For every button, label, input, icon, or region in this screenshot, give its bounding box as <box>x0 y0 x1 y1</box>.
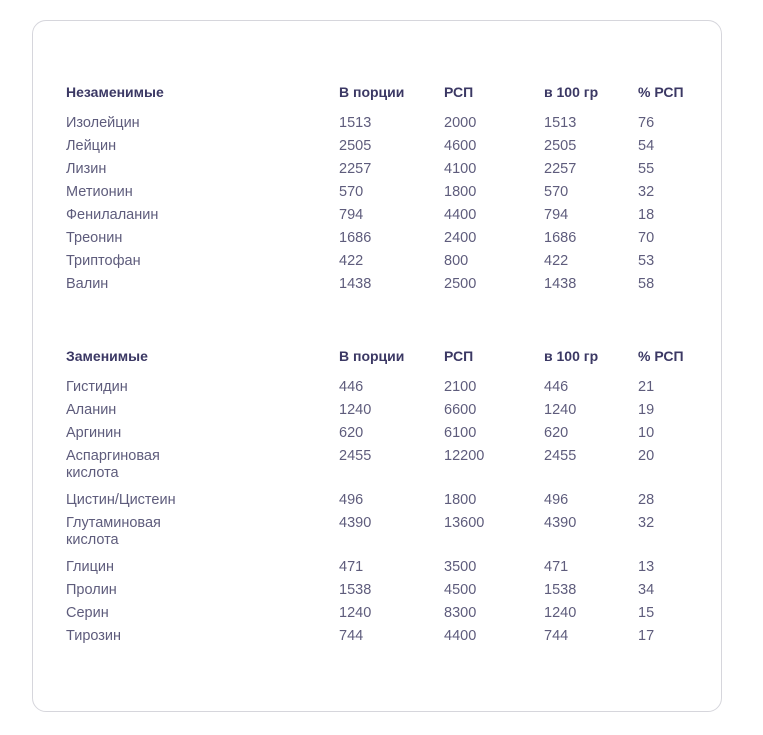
value-per100: 496 <box>544 492 569 508</box>
column-header-rsp: РСП <box>444 348 474 364</box>
table-row <box>66 582 706 605</box>
value-pct: 15 <box>638 605 655 621</box>
amino-acid-name <box>66 515 339 549</box>
amino-acid-name-text: Триптофан <box>66 253 141 269</box>
value-rsp: 1800 <box>444 184 477 200</box>
amino-acid-name <box>66 582 339 599</box>
value-per100: 1686 <box>544 230 577 246</box>
amino-acid-name-text: Валин <box>66 276 109 292</box>
table-body <box>66 115 706 299</box>
table-row <box>66 425 706 448</box>
value-portion: 1513 <box>339 115 372 131</box>
value-portion: 1240 <box>339 605 372 621</box>
value-per100: 2505 <box>544 138 577 154</box>
amino-acid-name <box>66 253 339 270</box>
column-header-per100: в 100 гр <box>544 348 599 364</box>
value-portion: 2257 <box>339 161 372 177</box>
table-row <box>66 115 706 138</box>
value-pct: 20 <box>638 448 655 464</box>
value-rsp: 4100 <box>444 161 477 177</box>
value-rsp: 4400 <box>444 207 477 223</box>
value-rsp: 800 <box>444 253 469 269</box>
nonessential-amino-acids-table <box>66 348 706 651</box>
value-pct: 19 <box>638 402 655 418</box>
table-row <box>66 207 706 230</box>
amino-acid-name-text: Аспаргиновая кислота <box>66 448 160 481</box>
value-per100: 620 <box>544 425 569 441</box>
value-per100: 446 <box>544 379 569 395</box>
table-row <box>66 515 706 559</box>
section-title: Заменимые <box>66 348 148 364</box>
value-portion: 794 <box>339 207 364 223</box>
table-row <box>66 628 706 651</box>
amino-acid-name-text: Гистидин <box>66 379 128 395</box>
amino-acid-name-text: Лизин <box>66 161 107 177</box>
amino-acid-name-text: Изолейцин <box>66 115 140 131</box>
table-row <box>66 230 706 253</box>
value-per100: 422 <box>544 253 569 269</box>
value-portion: 4390 <box>339 515 372 531</box>
value-rsp: 13600 <box>444 515 485 531</box>
value-rsp: 3500 <box>444 559 477 575</box>
value-per100: 1240 <box>544 605 577 621</box>
amino-acid-name <box>66 207 339 224</box>
value-rsp: 2500 <box>444 276 477 292</box>
amino-acid-name-text: Тирозин <box>66 628 122 644</box>
amino-acid-name-text: Треонин <box>66 230 123 246</box>
value-portion: 446 <box>339 379 364 395</box>
value-per100: 570 <box>544 184 569 200</box>
value-portion: 744 <box>339 628 364 644</box>
value-portion: 1240 <box>339 402 372 418</box>
value-per100: 1513 <box>544 115 577 131</box>
amino-acid-name <box>66 628 339 645</box>
value-portion: 1438 <box>339 276 372 292</box>
table-row <box>66 379 706 402</box>
value-pct: 32 <box>638 515 655 531</box>
value-portion: 1686 <box>339 230 372 246</box>
value-per100: 2455 <box>544 448 577 464</box>
table-body <box>66 379 706 651</box>
amino-acid-name <box>66 605 339 622</box>
value-pct: 13 <box>638 559 655 575</box>
value-pct: 54 <box>638 138 655 154</box>
value-pct: 32 <box>638 184 655 200</box>
value-pct: 18 <box>638 207 655 223</box>
column-header-rsp: РСП <box>444 84 474 100</box>
value-per100: 1438 <box>544 276 577 292</box>
table-header-row <box>66 348 706 379</box>
amino-acid-name-text: Аргинин <box>66 425 122 441</box>
amino-acid-name-text: Аланин <box>66 402 117 418</box>
amino-acid-name <box>66 115 339 132</box>
column-header-portion: В порции <box>339 348 405 364</box>
value-portion: 570 <box>339 184 364 200</box>
value-pct: 10 <box>638 425 655 441</box>
value-pct: 58 <box>638 276 655 292</box>
amino-acid-name-text: Цистин/Цистеин <box>66 492 176 508</box>
value-per100: 471 <box>544 559 569 575</box>
value-rsp: 6100 <box>444 425 477 441</box>
table-row <box>66 184 706 207</box>
amino-acid-name <box>66 448 339 482</box>
column-header-per100: в 100 гр <box>544 84 599 100</box>
table-row <box>66 276 706 299</box>
value-per100: 2257 <box>544 161 577 177</box>
table-row <box>66 402 706 425</box>
value-rsp: 12200 <box>444 448 485 464</box>
table-header-row <box>66 84 706 115</box>
amino-acid-card <box>32 20 722 712</box>
amino-acid-name <box>66 230 339 247</box>
value-portion: 471 <box>339 559 364 575</box>
amino-acid-name <box>66 138 339 155</box>
value-rsp: 2400 <box>444 230 477 246</box>
value-portion: 422 <box>339 253 364 269</box>
value-rsp: 4600 <box>444 138 477 154</box>
amino-acid-name-text: Серин <box>66 605 109 621</box>
value-portion: 2455 <box>339 448 372 464</box>
value-pct: 17 <box>638 628 655 644</box>
table-row <box>66 559 706 582</box>
value-portion: 1538 <box>339 582 372 598</box>
value-pct: 55 <box>638 161 655 177</box>
amino-acid-name-text: Глицин <box>66 559 115 575</box>
value-pct: 34 <box>638 582 655 598</box>
amino-acid-name <box>66 492 339 509</box>
value-pct: 21 <box>638 379 655 395</box>
value-per100: 794 <box>544 207 569 223</box>
value-per100: 1240 <box>544 402 577 418</box>
amino-acid-name-text: Лейцин <box>66 138 117 154</box>
table-row <box>66 605 706 628</box>
amino-acid-name <box>66 184 339 201</box>
amino-acid-name-text: Фенилаланин <box>66 207 159 223</box>
table-row <box>66 492 706 515</box>
table-row <box>66 253 706 276</box>
amino-acid-name-text: Пролин <box>66 582 117 598</box>
column-header-pct: % РСП <box>638 84 684 100</box>
amino-acid-name <box>66 425 339 442</box>
amino-acid-name <box>66 402 339 419</box>
section-title: Незаменимые <box>66 84 164 100</box>
value-per100: 4390 <box>544 515 577 531</box>
amino-acid-name-text: Глутаминовая кислота <box>66 515 161 548</box>
amino-acid-name <box>66 276 339 293</box>
value-pct: 28 <box>638 492 655 508</box>
value-rsp: 2100 <box>444 379 477 395</box>
value-pct: 70 <box>638 230 655 246</box>
column-header-pct: % РСП <box>638 348 684 364</box>
column-header-portion: В порции <box>339 84 405 100</box>
value-rsp: 4400 <box>444 628 477 644</box>
value-per100: 744 <box>544 628 569 644</box>
value-pct: 76 <box>638 115 655 131</box>
value-rsp: 1800 <box>444 492 477 508</box>
value-pct: 53 <box>638 253 655 269</box>
value-rsp: 6600 <box>444 402 477 418</box>
value-rsp: 4500 <box>444 582 477 598</box>
value-portion: 620 <box>339 425 364 441</box>
amino-acid-name <box>66 161 339 178</box>
value-rsp: 8300 <box>444 605 477 621</box>
essential-amino-acids-table <box>66 84 706 299</box>
value-portion: 496 <box>339 492 364 508</box>
value-portion: 2505 <box>339 138 372 154</box>
value-per100: 1538 <box>544 582 577 598</box>
amino-acid-name-text: Метионин <box>66 184 133 200</box>
table-row <box>66 138 706 161</box>
value-rsp: 2000 <box>444 115 477 131</box>
amino-acid-name <box>66 559 339 576</box>
amino-acid-name <box>66 379 339 396</box>
table-row <box>66 448 706 492</box>
table-row <box>66 161 706 184</box>
